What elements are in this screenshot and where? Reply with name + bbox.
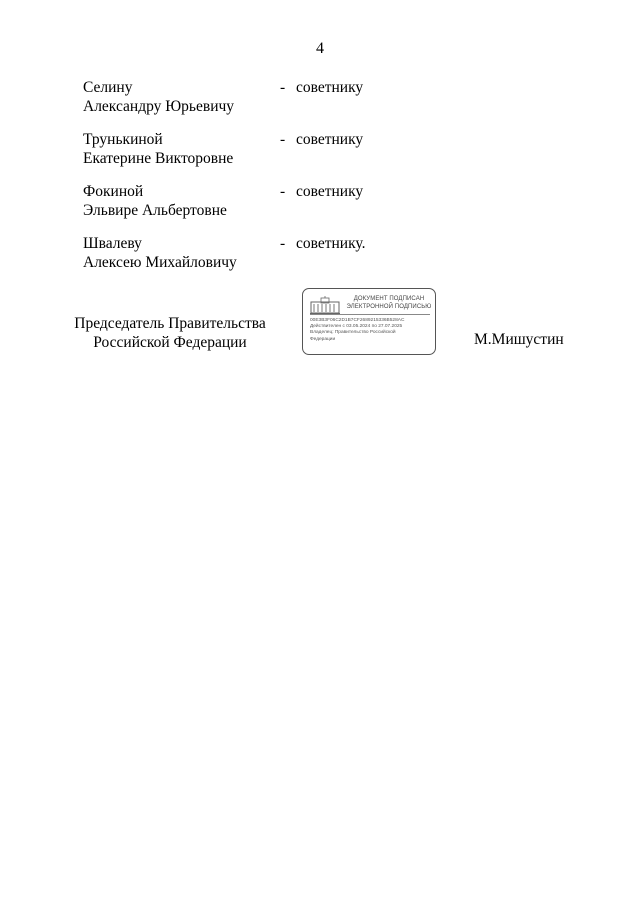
appointee-surname: Фокиной [83, 183, 144, 200]
entry-dash: - [280, 235, 286, 252]
appointment-entry [83, 182, 483, 220]
appointee-given-names: Александру Юрьевичу [83, 98, 235, 115]
appointee-surname: Трунькиной [83, 131, 163, 148]
appointee-given-names: Алексею Михайловичу [83, 254, 237, 271]
appointment-entry [83, 234, 483, 272]
appointee-role: советнику [296, 79, 364, 96]
stamp-certificate: 00E3B3F06C2D1B7CF2689215336B528AC [310, 318, 405, 323]
signer-name: М.Мишустин [474, 331, 564, 348]
stamp-validity: Действителен с 03.05.2024 по 27.07.2025 [310, 324, 403, 330]
appointee-role: советнику [296, 183, 364, 200]
page-number: 4 [316, 40, 324, 57]
stamp-owner-line: Владелец: Правительство Российской [310, 330, 396, 336]
entry-dash: - [280, 183, 286, 200]
appointment-entry [83, 130, 483, 168]
appointee-role: советнику [296, 131, 364, 148]
stamp-heading-line: ЭЛЕКТРОННОЙ ПОДПИСЬЮ [346, 303, 432, 310]
stamp-details [310, 318, 434, 343]
stamp-divider [310, 314, 430, 315]
signer-title-line: Российской Федерации [93, 334, 247, 351]
entry-dash: - [280, 131, 286, 148]
stamp-owner-line: Федерации [310, 336, 336, 342]
appointment-entry [83, 78, 483, 116]
signer-title-line: Председатель Правительства [74, 315, 266, 332]
appointee-surname: Селину [83, 79, 133, 96]
appointee-given-names: Екатерине Викторовне [83, 150, 234, 167]
stamp-heading [345, 296, 433, 311]
government-building-icon [310, 296, 340, 314]
appointee-surname: Швалеву [83, 235, 142, 252]
signer-title [60, 314, 280, 352]
e-signature-stamp [302, 288, 436, 355]
appointee-role: советнику. [296, 235, 366, 252]
entry-dash: - [280, 79, 286, 96]
appointee-given-names: Эльвире Альбертовне [83, 202, 227, 219]
stamp-heading-line: ДОКУМЕНТ ПОДПИСАН [353, 296, 425, 302]
